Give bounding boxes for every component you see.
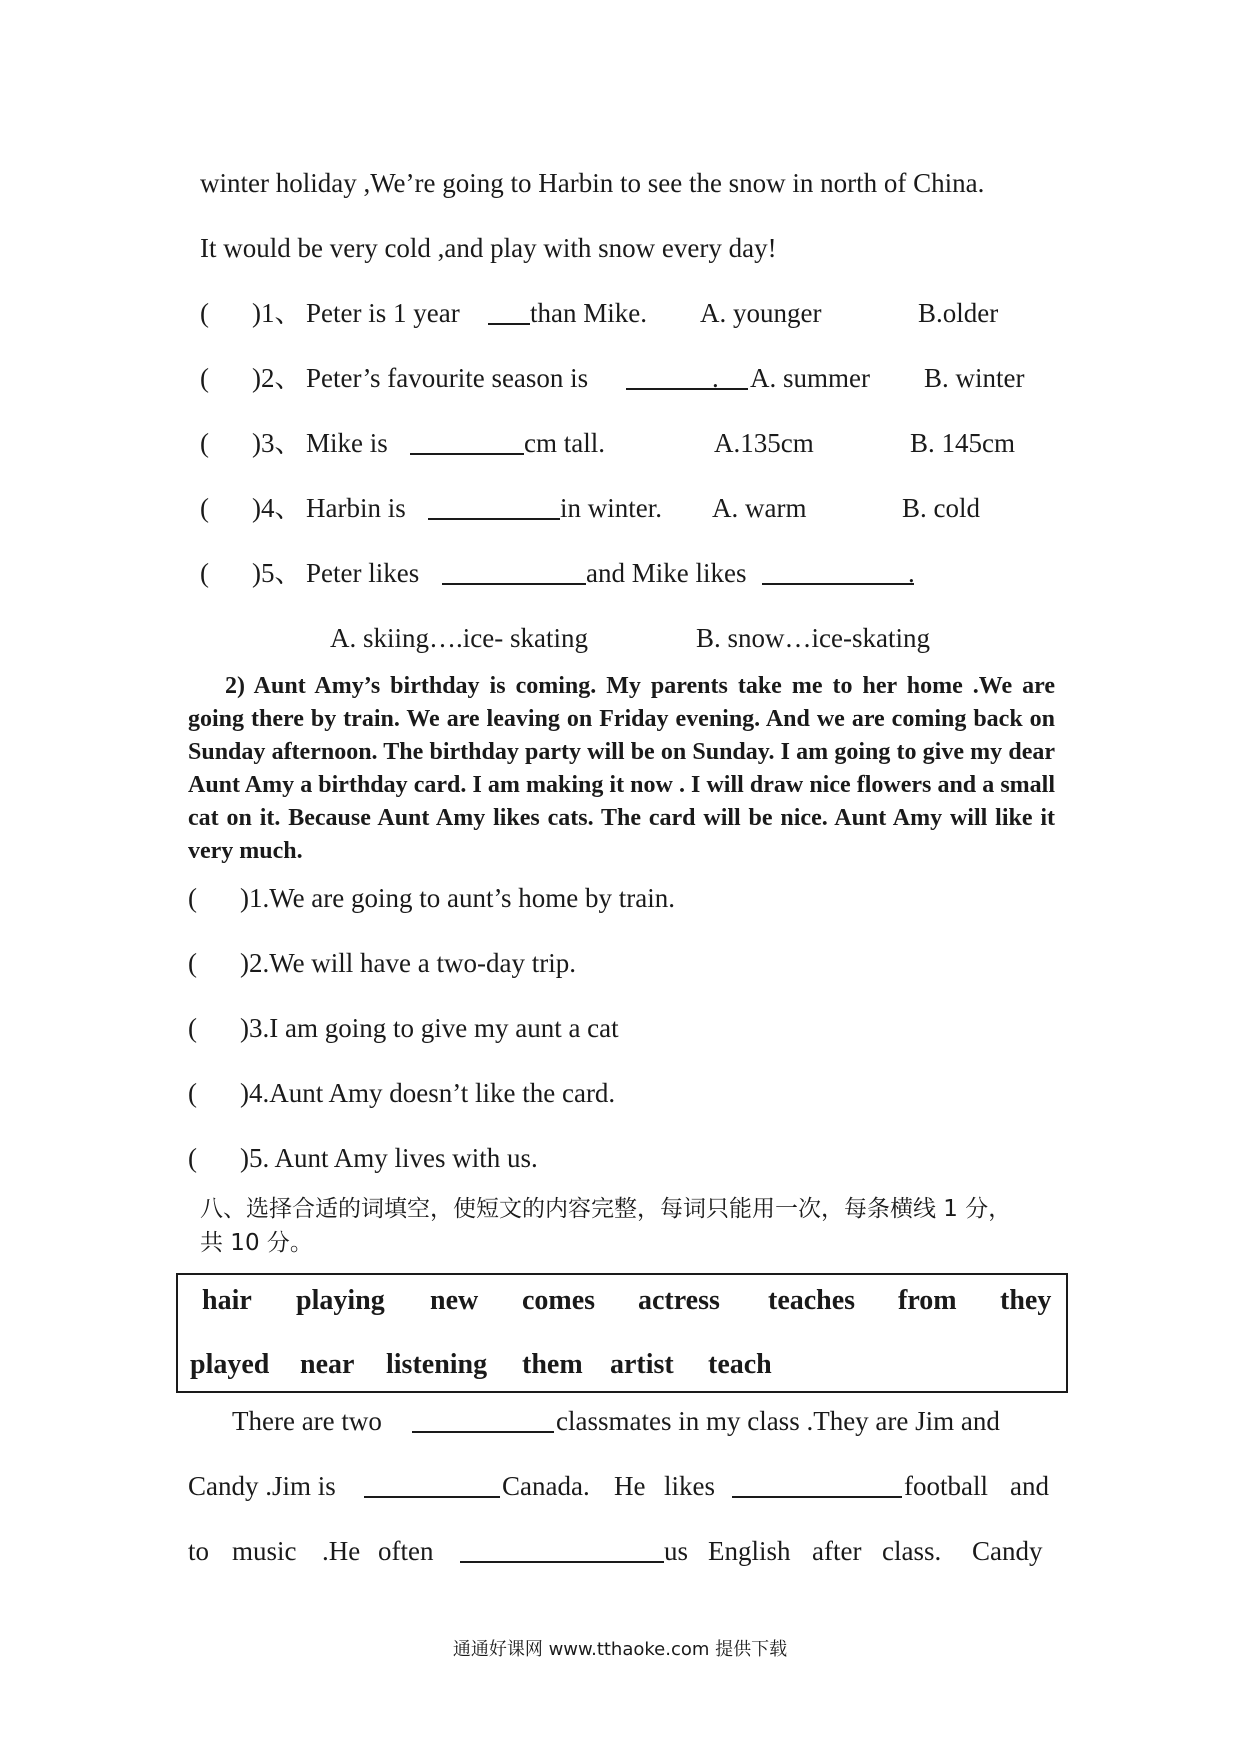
cloze-text: There are two [232, 1406, 382, 1436]
answer-paren[interactable]: ( [188, 1143, 197, 1173]
word-bank-word: listening [386, 1349, 488, 1380]
cloze-text: He [614, 1471, 646, 1501]
section8-instruction-line1: 八、选择合适的词填空，使短文的内容完整，每词只能用一次，每条横线 1 分， [200, 1196, 1012, 1222]
cloze-text: after [812, 1536, 862, 1566]
option-a: A.135cm [714, 428, 814, 458]
question-text: )4.Aunt Amy doesn’t like the card. [240, 1078, 616, 1108]
cloze-text: and [1010, 1471, 1049, 1501]
word-bank-word: they [1000, 1285, 1052, 1316]
word-bank-word: teaches [768, 1285, 856, 1316]
cloze-text: Canada. [502, 1471, 590, 1501]
section1-question-2 [0, 365, 1240, 397]
question-text: cm tall. [524, 428, 605, 458]
answer-blank [442, 582, 586, 585]
option-b: B. cold [902, 493, 980, 523]
answer-paren[interactable]: ( [200, 558, 209, 588]
section2-question-5 [0, 1145, 1240, 1177]
cloze-text: classmates in my class .They are Jim and [556, 1406, 1000, 1436]
word-bank-word: them [522, 1349, 583, 1380]
section1-question-5-options [0, 625, 1240, 657]
cloze-line1 [0, 1408, 1240, 1440]
question-text: . [908, 558, 915, 588]
cloze-text: to [188, 1536, 210, 1566]
cloze-line2 [0, 1473, 1240, 1505]
word-bank-word: playing [296, 1285, 385, 1316]
word-bank-word: comes [522, 1285, 596, 1316]
option-a: A. skiing….ice- skating [330, 623, 588, 653]
question-text: )5. Aunt Amy lives with us. [240, 1143, 538, 1173]
question-text: in winter. [560, 493, 662, 523]
cloze-text: Candy .Jim is [188, 1471, 336, 1501]
word-bank-word: artist [610, 1349, 674, 1380]
word-bank-word: teach [708, 1349, 772, 1380]
option-b: B. 145cm [910, 428, 1015, 458]
answer-blank [626, 387, 748, 390]
answer-blank [410, 452, 524, 455]
section2-question-3 [0, 1015, 1240, 1047]
question-text: and Mike likes [586, 558, 747, 588]
cloze-text: football [904, 1471, 988, 1501]
cloze-blank [364, 1495, 500, 1498]
question-number: )4、 [252, 493, 302, 523]
answer-blank [488, 322, 530, 325]
answer-paren[interactable]: ( [188, 1078, 197, 1108]
word-bank-word: from [898, 1285, 957, 1316]
answer-paren[interactable]: ( [200, 428, 209, 458]
question-number: )1、 [252, 298, 302, 328]
section1-question-3 [0, 430, 1240, 462]
option-b: B. snow…ice-skating [696, 623, 930, 653]
option-a: A. summer [750, 363, 870, 393]
passage2: 2) Aunt Amy’s birthday is coming. My parents take me to her home .We are going there by train. We are leaving on Friday evening. And we are coming back on Sunday afternoon. The birthday party will be on Sunday. I am going to give my dear Aunt Amy a birthday card. I am making it now . I will draw nice flowers and a small cat on it. Because Aunt Amy likes cats. The card will be nice. Aunt Amy will like it very much. [188, 673, 1055, 864]
cloze-text: .He [322, 1536, 361, 1566]
cloze-text: music [232, 1536, 297, 1566]
cloze-text: us [664, 1536, 689, 1566]
cloze-text: English [708, 1536, 791, 1566]
cloze-line3 [0, 1538, 1240, 1570]
word-bank-word: actress [638, 1285, 720, 1316]
answer-paren[interactable]: ( [188, 948, 197, 978]
footer-credit: 通通好课网 www.tthaoke.com 提供下载 [452, 1639, 788, 1660]
option-a: A. younger [700, 298, 822, 328]
option-a: A. warm [712, 493, 807, 523]
cloze-blank [732, 1495, 902, 1498]
section1-question-1 [0, 300, 1240, 332]
section2-question-2 [0, 950, 1240, 982]
answer-blank [428, 517, 560, 520]
word-bank-word: near [300, 1349, 355, 1380]
cloze-text: likes [664, 1471, 715, 1501]
question-number: )3、 [252, 428, 302, 458]
answer-paren[interactable]: ( [200, 493, 209, 523]
question-text: Peter’s favourite season is [306, 363, 589, 393]
question-text: Harbin is [306, 493, 406, 523]
option-b: B. winter [924, 363, 1025, 393]
cloze-text: class. [882, 1536, 942, 1566]
section1-question-5 [0, 560, 1240, 592]
question-text: . [712, 363, 719, 393]
question-number: )2、 [252, 363, 302, 393]
question-text: Peter likes [306, 558, 420, 588]
section8-instruction-line2: 共 10 分。 [200, 1230, 313, 1256]
question-number: )5、 [252, 558, 302, 588]
question-text: than Mike. [530, 298, 647, 328]
question-text: Mike is [306, 428, 388, 458]
word-bank [176, 1273, 1068, 1393]
cloze-text: Candy [972, 1536, 1043, 1566]
section2-question-1 [0, 885, 1240, 917]
cloze-blank [460, 1560, 664, 1563]
cloze-text: often [378, 1536, 434, 1566]
passage1-line1: winter holiday ,We’re going to Harbin to see the snow in north of China. [200, 168, 985, 198]
answer-blank [762, 582, 914, 585]
section1-question-4 [0, 495, 1240, 527]
question-text: Peter is 1 year [306, 298, 460, 328]
section2-question-4 [0, 1080, 1240, 1112]
answer-paren[interactable]: ( [200, 298, 209, 328]
question-text: )1.We are going to aunt’s home by train. [240, 883, 675, 913]
question-text: )3.I am going to give my aunt a cat [240, 1013, 619, 1043]
passage1-line2: It would be very cold ,and play with snow every day! [200, 233, 777, 263]
option-b: B.older [918, 298, 999, 328]
question-text: )2.We will have a two-day trip. [240, 948, 576, 978]
word-bank-word: hair [202, 1285, 252, 1316]
answer-paren[interactable]: ( [188, 883, 197, 913]
cloze-blank [412, 1430, 554, 1433]
word-bank-word: new [430, 1285, 479, 1316]
answer-paren[interactable]: ( [200, 363, 209, 393]
answer-paren[interactable]: ( [188, 1013, 197, 1043]
word-bank-word: played [190, 1349, 270, 1380]
